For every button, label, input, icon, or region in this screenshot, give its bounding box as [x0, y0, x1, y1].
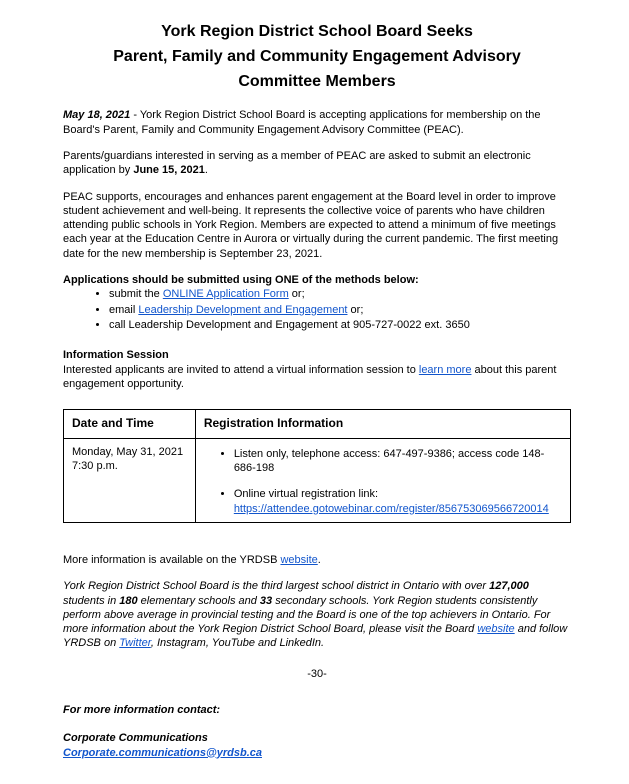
registration-options-list [204, 447, 562, 516]
contact-heading: For more information contact: [63, 704, 221, 716]
application-deadline: June 15, 2021 [133, 164, 205, 177]
intro-text: - York Region District School Board is accepting applications for membership on the Board's Parent, Family and Community Engagement Advisory Committee (PEAC). [63, 109, 541, 136]
online-application-form-link[interactable]: ONLINE Application Form [162, 288, 289, 301]
about-text: , Instagram, YouTube and LinkedIn. [150, 637, 325, 650]
application-deadline-paragraph [63, 149, 571, 178]
learn-more-link[interactable]: learn more [418, 363, 472, 376]
column-header-date-time: Date and Time [64, 410, 196, 439]
board-website-link[interactable]: website [477, 623, 515, 636]
yrdsb-website-link[interactable]: website [280, 553, 318, 566]
about-text: and follow YRDSB on [63, 623, 568, 650]
list-item [234, 447, 562, 476]
title-line-2: Parent, Family and Community Engagement Advisory [113, 47, 521, 65]
twitter-link[interactable]: Twitter [119, 637, 151, 650]
about-board-paragraph [63, 579, 571, 650]
title-line-3: Committee Members [238, 72, 396, 90]
session-time: 7:30 p.m. [72, 460, 118, 473]
methods-list [63, 287, 571, 332]
about-text: elementary schools and [137, 594, 260, 607]
session-datetime-cell [64, 438, 196, 522]
method-text: email [109, 303, 139, 316]
information-session-heading: Information Session [63, 349, 169, 362]
more-info-text: More information is available on the YRDSB [63, 553, 281, 566]
students-count: 127,000 [489, 580, 529, 593]
peac-description-paragraph: PEAC supports, encourages and enhances parent engagement at the Board level in order to improve student achievement and well-being. It represents the collective voice of parents who have children attending public schools in York Region. Members are expected to attend a minimum of five meetings each year at the Education Centre in Aurora or virtually during the current pandemic. The first meeting date for the new membership is September 23, 2021. [63, 190, 559, 260]
about-text: York Region District School Board is the third largest school district in Ontario with over [63, 580, 490, 593]
registration-link-label: • Online virtual registration link: [233, 488, 379, 501]
method-text-end: or; [347, 303, 364, 316]
about-text: students in [63, 594, 120, 607]
page-title [63, 20, 571, 94]
list-item [109, 318, 571, 332]
methods-heading: Applications should be submitted using ONE of the methods below: [63, 274, 419, 287]
contact-block [63, 731, 571, 760]
table-row [64, 438, 571, 522]
method-text-end: or; [288, 288, 305, 301]
leadership-email-link[interactable]: Leadership Development and Engagement [138, 303, 348, 316]
application-methods-section [63, 273, 571, 332]
telephone-access-info: Listen only, telephone access: 647-497-9386; access code 148-686-198 [233, 447, 545, 475]
title-line-1: York Region District School Board Seeks [161, 23, 473, 40]
method-text: submit the [109, 288, 163, 301]
apply-text-end: . [204, 164, 208, 177]
apply-text: Parents/guardians interested in serving as a member of PEAC are asked to submit an electronic application by [63, 149, 531, 177]
about-text: secondary schools. York Region students consistently perform above average in provincial testing and the Board is one of the top achievers in Ontario. For more information about the York Region District School Board, please visit the Board [63, 594, 551, 636]
contact-name: Corporate Communications [63, 732, 208, 745]
end-mark: -30- [307, 667, 327, 680]
column-header-registration: Registration Information [195, 410, 570, 439]
session-registration-cell [195, 438, 570, 522]
session-date: Monday, May 31, 2021 [72, 445, 184, 458]
list-item [234, 487, 562, 516]
release-date: May 18, 2021 [63, 109, 131, 122]
table-header-row [64, 410, 571, 439]
list-item [109, 303, 571, 317]
method-text: call Leadership Development and Engagement at 905-727-0022 ext. 3650 [109, 318, 470, 331]
contact-email-link[interactable]: Corporate.communications@yrdsb.ca [63, 746, 262, 759]
more-information-paragraph [63, 553, 571, 567]
more-info-text-end: . [317, 553, 321, 566]
list-item [109, 287, 571, 301]
intro-paragraph [63, 108, 571, 137]
information-session-table [63, 409, 571, 523]
secondary-schools-count: 33 [259, 594, 273, 607]
elementary-schools-count: 180 [119, 594, 138, 607]
webinar-registration-link[interactable]: https://attendee.gotowebinar.com/register/856753069566720014 [233, 502, 549, 515]
information-session-section [63, 348, 571, 391]
info-session-text-end: about this parent engagement opportunity. [63, 363, 557, 390]
info-session-text: Interested applicants are invited to attend a virtual information session to [63, 363, 419, 376]
